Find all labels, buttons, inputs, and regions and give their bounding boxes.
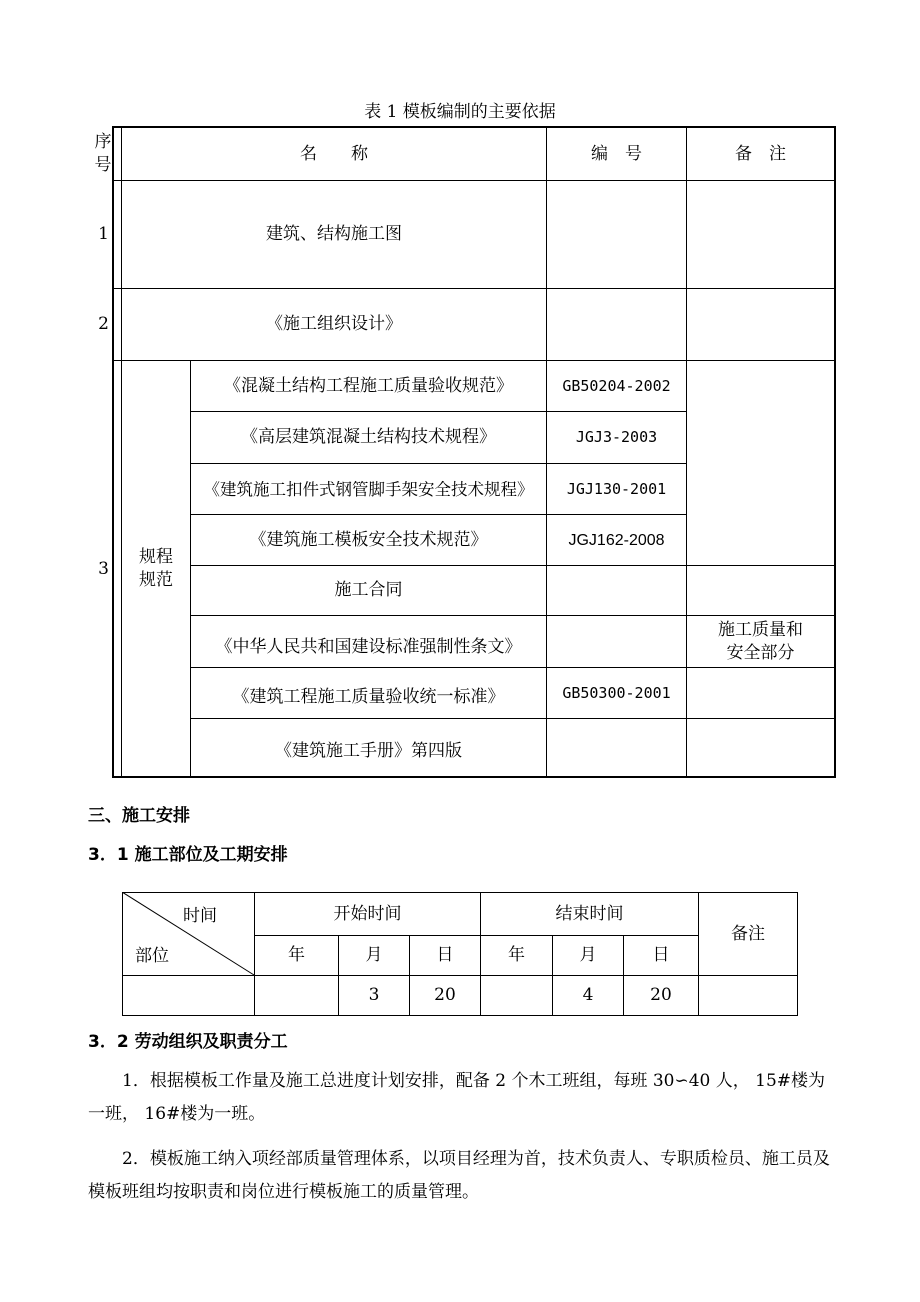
- diag-label-time: 时间: [183, 905, 217, 926]
- standard-name: 《建筑施工扣件式钢管脚手架安全技术规程》: [203, 479, 534, 499]
- standard-name: 《混凝土结构工程施工质量验收规范》: [224, 375, 513, 396]
- end-day-value: 20: [650, 985, 672, 1005]
- header-year: 年: [508, 945, 525, 965]
- end-month-value: 4: [582, 985, 594, 1005]
- row-seq: 2: [98, 314, 109, 334]
- section-heading: 3．2 劳动组织及职责分工: [88, 1032, 288, 1052]
- standard-name: 《建筑施工手册》第四版: [275, 740, 462, 761]
- standard-code: GB50300-2001: [562, 683, 671, 702]
- standard-name: 《建筑施工模板安全技术规范》: [249, 529, 488, 550]
- header-remark: 备注: [731, 923, 765, 944]
- header-year: 年: [288, 945, 305, 965]
- standard-code: JGJ162-2008: [568, 531, 665, 549]
- standard-code: JGJ3-2003: [575, 428, 658, 446]
- row-seq: 3: [98, 558, 109, 579]
- header-month: 月: [365, 945, 383, 965]
- table-rule: [686, 126, 687, 778]
- category-label: 规程规范: [139, 547, 173, 590]
- standard-name: 《高层建筑混凝土结构技术规程》: [241, 427, 496, 447]
- table-caption: 表 1 模板编制的主要依据: [364, 102, 556, 122]
- header-code: 编 号: [591, 143, 642, 164]
- row-seq: 1: [98, 224, 109, 244]
- standard-code: GB50204-2002: [562, 376, 671, 395]
- header-start: 开始时间: [333, 903, 402, 924]
- paragraph: 2．模板施工纳入项经部质量管理体系，以项目经理为首，技术负责人、专职质检员、施工员及模板班组均按职责和岗位进行模板施工的质量管理。: [88, 1149, 830, 1202]
- standard-name: 施工合同: [334, 580, 403, 600]
- standard-name: 《中华人民共和国建设标准强制性条文》: [215, 637, 522, 657]
- row-name: 《施工组织设计》: [266, 314, 402, 334]
- start-day-value: 20: [434, 985, 456, 1005]
- header-day: 日: [652, 945, 670, 965]
- header-remark: 备 注: [735, 143, 786, 164]
- header-day: 日: [436, 945, 454, 965]
- row-name: 建筑、结构施工图: [266, 224, 402, 244]
- diag-label-part: 部位: [135, 945, 169, 966]
- paragraph: 1．根据模板工作量及施工总进度计划安排，配备 2 个木工班组，每班 30∽40 人， 15#楼为一班， 16#楼为一班。: [88, 1071, 826, 1124]
- section-heading: 三、施工安排: [88, 806, 190, 826]
- standard-name: 《建筑工程施工质量验收统一标准》: [232, 686, 505, 707]
- section-heading: 3．1 施工部位及工期安排: [88, 845, 288, 865]
- header-month: 月: [579, 945, 597, 965]
- start-month-value: 3: [368, 985, 380, 1005]
- standard-code: JGJ130-2001: [566, 479, 667, 498]
- standard-remark: 施工质量和安全部分: [718, 619, 803, 663]
- header-end: 结束时间: [555, 903, 624, 924]
- header-name: 名 称: [300, 143, 368, 164]
- header-seq: 序号: [94, 132, 112, 175]
